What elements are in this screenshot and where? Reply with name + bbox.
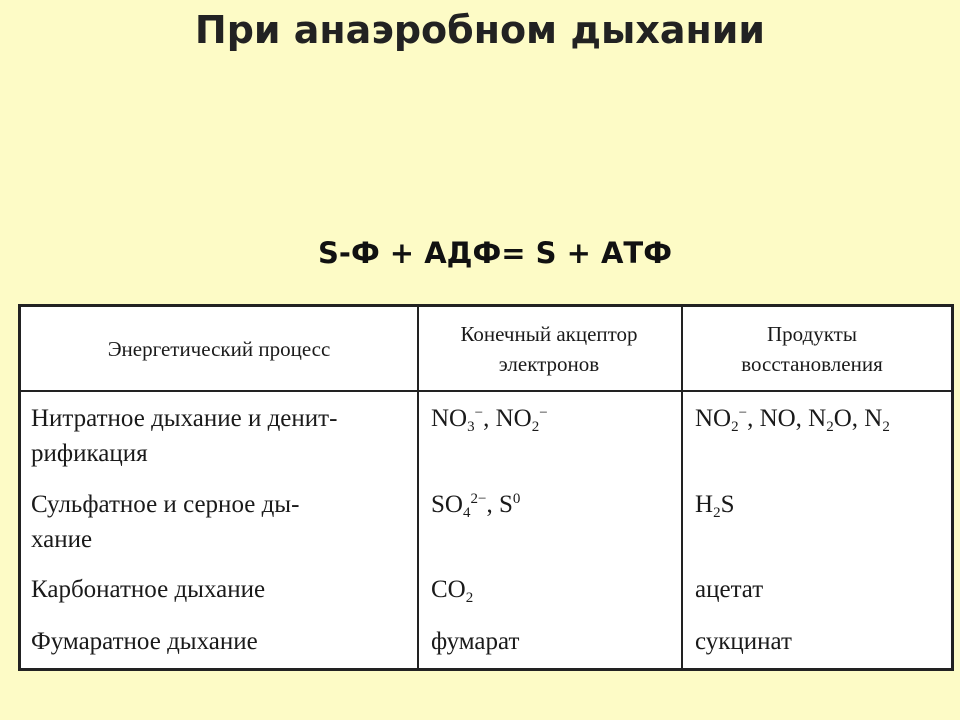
table-row-acceptor: $CO_2$ xyxy=(431,576,474,606)
header-products: Продукты восстановления xyxy=(741,322,883,376)
table-row-products: $NO_2^-$, NO, $N_2O$, $N_2$ xyxy=(695,405,890,435)
process-line: Нитратное дыхание и денит- xyxy=(31,405,338,432)
table-row-products: ацетат xyxy=(695,576,764,603)
table-row-products: сукцинат xyxy=(695,628,792,655)
table-row-acceptor: фумарат xyxy=(431,628,520,655)
process-line: Сульфатное и серное ды- xyxy=(31,491,300,518)
table-row-process xyxy=(31,401,337,471)
process-line: рификация xyxy=(31,440,148,467)
column-divider xyxy=(417,307,419,668)
table-row-process xyxy=(31,572,265,607)
process-line: Карбонатное дыхание xyxy=(31,576,266,603)
header-process: Энергетический процесс xyxy=(107,337,331,361)
reaction-formula: S-Ф + АДФ= S + АТФ xyxy=(318,236,672,270)
column-divider xyxy=(681,307,683,668)
table-row-acceptor: $SO_4^{2-}$, $S^0$ xyxy=(431,491,521,521)
table-row-acceptor: $NO_3^-$, $NO_2^-$ xyxy=(431,405,548,435)
respiration-table xyxy=(18,304,954,671)
table-row-products: $H_2S$ xyxy=(695,491,735,521)
slide-title: При анаэробном дыхании xyxy=(194,8,766,52)
process-line: Фумаратное дыхание xyxy=(31,628,258,655)
process-line: хание xyxy=(31,526,93,553)
table-row-process xyxy=(31,624,258,659)
table-row-process xyxy=(31,487,299,557)
header-acceptor: Конечный акцептор электронов xyxy=(460,322,638,376)
